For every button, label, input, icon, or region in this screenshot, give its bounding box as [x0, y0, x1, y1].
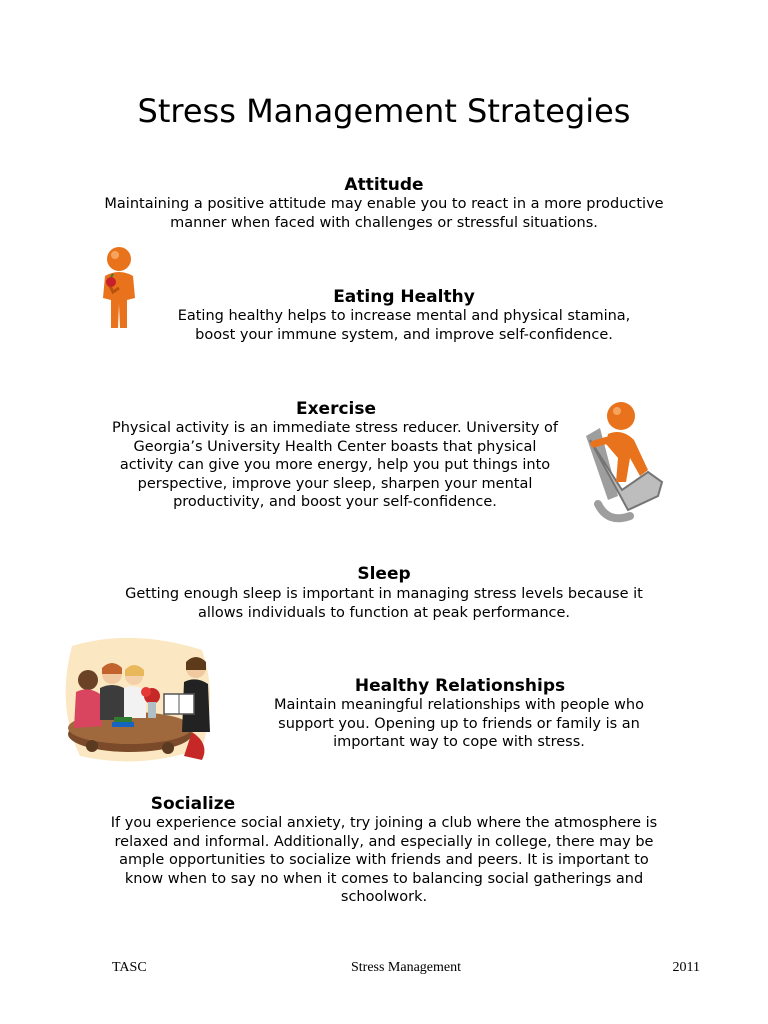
sleep-heading: Sleep [357, 564, 411, 584]
footer-left: TASC [112, 960, 147, 975]
eating-body: Eating healthy helps to increase mental and physical stamina, boost your immune system, and improve self-confidence. [177, 308, 631, 343]
eating-heading: Eating Healthy [333, 287, 475, 307]
exercise-heading: Exercise [295, 399, 377, 419]
figure-with-apple-icon [97, 246, 141, 330]
attitude-heading: Attitude [344, 175, 424, 195]
figure-on-exercise-bike-icon [578, 400, 668, 528]
relationships-heading: Healthy Relationships [354, 676, 566, 696]
relationships-body: Maintain meaningful relationships with people who support you. Opening up to friends or family is an important way to cope with stress. [274, 697, 644, 750]
page-title: Stress Management Strategies [137, 92, 631, 130]
footer-center: Stress Management [350, 960, 462, 975]
footer-right: 2011 [672, 960, 700, 975]
group-of-friends-at-table-illustration [52, 636, 218, 770]
socialize-body: If you experience social anxiety, try joining a club where the atmosphere is relaxed and informal. Additionally, and especially in college, there may be ample opportunities to socialize with friends and peers. It is important to know when to say no when it comes to balancing social gatherings and schoolwork. [110, 815, 658, 905]
socialize-heading: Socialize [150, 794, 236, 814]
attitude-body: Maintaining a positive attitude may enable you to react in a more productive manner when faced with challenges or stressful situations. [104, 196, 664, 231]
exercise-body: Physical activity is an immediate stress reducer. University of Georgia’s University Health Center boasts that physical activity can give you more energy, help you put things into perspective, improve your sleep, sharpen your mental productivity, and boost your self-confidence. [111, 420, 558, 510]
sleep-body: Getting enough sleep is important in managing stress levels because it allows individuals to function at peak performance. [125, 586, 643, 621]
